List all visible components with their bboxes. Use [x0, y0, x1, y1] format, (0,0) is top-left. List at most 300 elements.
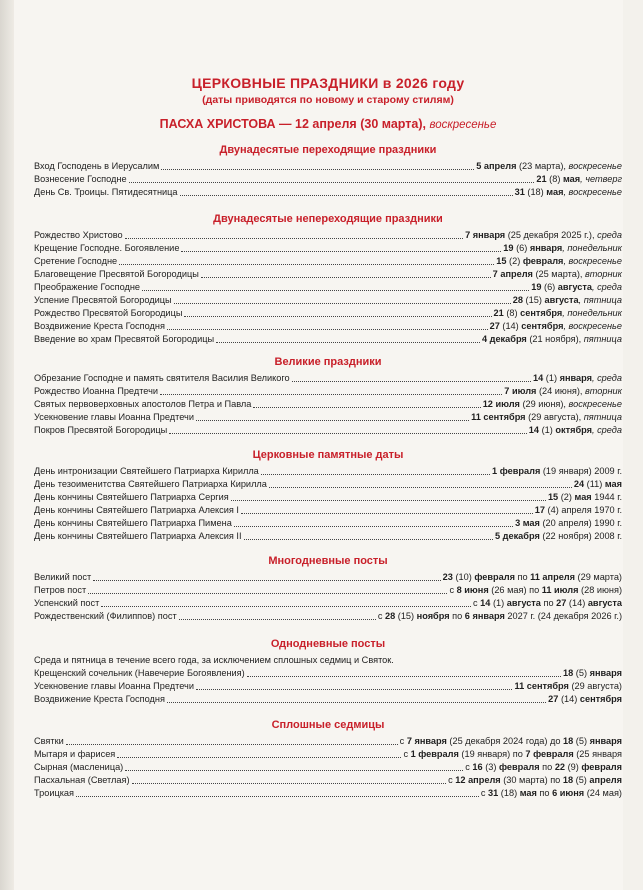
- section: [34, 143, 622, 199]
- entry-name: Успение Пресвятой Богородицы: [34, 295, 172, 305]
- date-part-post: (10): [452, 572, 475, 582]
- entry-row: [34, 787, 622, 800]
- date-part-bold: 8 июня: [456, 585, 489, 595]
- entry-date: [482, 333, 622, 346]
- dot-leader: [231, 500, 546, 501]
- date-part-post3: (29 марта): [575, 572, 622, 582]
- entry-row: [34, 748, 622, 761]
- entry-row: [34, 571, 622, 584]
- entry-row: [34, 294, 622, 307]
- entry-date: [473, 597, 622, 610]
- date-part-post2: по: [539, 762, 555, 772]
- entry-name: День кончины Святейшего Патриарха Пимена: [34, 518, 232, 528]
- date-part-post: (29 августа),: [525, 412, 584, 422]
- date-part-post: (8): [546, 174, 563, 184]
- section-title: Многодневные посты: [268, 555, 388, 567]
- entry-row: [34, 680, 622, 693]
- date-part-bold: 15: [547, 492, 559, 502]
- date-part-post: (4) апреля 1970 г.: [545, 505, 622, 515]
- entry-date: [481, 787, 622, 800]
- date-part-pre: с: [480, 788, 489, 798]
- section-title: Однодневные посты: [270, 638, 386, 650]
- entry-name: День интронизации Святейшего Патриарха Кирилла: [34, 466, 259, 476]
- date-part-bold3: 22: [554, 762, 566, 772]
- date-part-ital: среда: [597, 230, 622, 240]
- entry-name: День кончины Святейшего Патриарха Алексия I: [34, 505, 239, 515]
- date-part-post2: (28 июня): [578, 585, 622, 595]
- entry-row: [34, 774, 622, 787]
- date-part-bold2: февраля: [474, 572, 515, 582]
- page-subtitle: (даты приводятся по новому и старому стилям): [202, 94, 454, 106]
- dot-leader: [167, 702, 546, 703]
- date-part-post2: по: [449, 611, 465, 621]
- date-part-post: (1): [490, 598, 507, 608]
- dot-leader: [244, 539, 493, 540]
- entry-row: [34, 504, 622, 517]
- entry-date: [494, 307, 622, 320]
- dot-leader: [142, 290, 529, 291]
- date-part-ital: , воскресенье: [563, 256, 622, 266]
- section: [34, 355, 622, 437]
- entry-row: [34, 333, 622, 346]
- dot-leader: [292, 381, 531, 382]
- entry-date: [515, 517, 622, 530]
- entry-date: [465, 761, 622, 774]
- date-part-pre: с: [473, 598, 481, 608]
- page-fold-shadow: [0, 0, 14, 890]
- dot-leader: [247, 676, 561, 677]
- date-part-post: (14): [558, 694, 580, 704]
- entry-name: Крещенский сочельник (Навечерие Богоявления): [34, 668, 245, 678]
- date-part-post: (6): [513, 243, 530, 253]
- date-part-ital: пятница: [583, 412, 622, 422]
- date-part-bold: 19: [503, 243, 514, 253]
- dot-leader: [174, 303, 511, 304]
- date-part-bold2: января: [529, 243, 563, 253]
- date-part-post2: (25 января: [573, 749, 622, 759]
- entry-name: Вход Господень в Иерусалим: [34, 161, 160, 171]
- date-part-post2: по: [540, 598, 557, 608]
- entry-date: [443, 571, 622, 584]
- date-part-bold2: января: [589, 668, 622, 678]
- page-title: ЦЕРКОВНЫЕ ПРАЗДНИКИ в 2026 году: [191, 75, 465, 91]
- date-part-bold: 17: [534, 505, 545, 515]
- date-part-bold2: сентября: [521, 321, 564, 331]
- date-part-post3: (24 мая): [584, 788, 622, 798]
- date-part-bold2: 7 февраля: [525, 749, 574, 759]
- entry-date: [492, 465, 622, 478]
- section: [34, 718, 622, 800]
- entry-row: [34, 584, 622, 597]
- dot-leader: [88, 593, 447, 594]
- date-part-bold: 28: [384, 611, 396, 621]
- entry-date: [513, 294, 622, 307]
- date-part-post3: (14): [566, 598, 588, 608]
- entry-name: Благовещение Пресвятой Богородицы: [34, 269, 199, 279]
- entry-row: [34, 398, 622, 411]
- entry-name: Усекновение главы Иоанна Предтечи: [34, 412, 194, 422]
- section-title: Двунадесятые переходящие праздники: [219, 144, 437, 156]
- date-part-bold2: февраля: [499, 762, 540, 772]
- date-part-pre: с: [399, 736, 407, 746]
- date-part-bold2: мая: [562, 174, 581, 184]
- date-part-ital: воскресенье: [568, 161, 622, 171]
- date-part-bold: 21: [493, 308, 504, 318]
- entry-name: Сретение Господне: [34, 256, 118, 266]
- date-part-bold: 11 сентября: [471, 412, 526, 422]
- entry-name: Пасхальная (Светлая): [34, 775, 130, 785]
- date-part-ital: , среда: [591, 373, 622, 383]
- entry-row: [34, 693, 622, 706]
- entry-row: [34, 242, 622, 255]
- entry-date: [533, 372, 622, 385]
- entry-date: [504, 385, 622, 398]
- section: [34, 637, 622, 706]
- date-part-bold2: 18: [563, 736, 574, 746]
- date-part-ital: , пятница: [578, 295, 622, 305]
- date-part-bold3: 27: [556, 598, 567, 608]
- date-part-ital: , среда: [591, 282, 622, 292]
- date-part-bold2: августа: [557, 282, 592, 292]
- date-part-ital: вторник: [585, 269, 622, 279]
- entry-date: [536, 173, 622, 186]
- date-part-post: (11): [584, 479, 605, 489]
- date-part-bold2: мая: [519, 788, 537, 798]
- date-part-post: (25 декабря 2025 г.),: [505, 230, 598, 240]
- date-part-post: (2): [558, 492, 575, 502]
- entry-name: Святки: [34, 736, 64, 746]
- date-part-post: (29 августа): [568, 681, 622, 691]
- entry-date: [471, 411, 622, 424]
- entry-date: [529, 424, 622, 437]
- entry-date: [483, 398, 622, 411]
- dot-leader: [125, 770, 463, 771]
- date-part-bold: 27: [548, 694, 559, 704]
- date-part-bold: 1 февраля: [410, 749, 459, 759]
- entry-date: [449, 584, 622, 597]
- dot-leader: [180, 195, 513, 196]
- dot-leader: [196, 689, 513, 690]
- date-part-post2: (5): [573, 775, 590, 785]
- date-part-bold4: февраля: [581, 762, 622, 772]
- dot-leader: [167, 329, 488, 330]
- date-part-post2: по: [514, 572, 531, 582]
- date-part-post: (1): [543, 373, 560, 383]
- date-part-bold2: мая: [546, 187, 564, 197]
- entry-row: [34, 610, 622, 623]
- date-part-bold2: мая: [574, 492, 592, 502]
- date-part-bold: 7 апреля: [492, 269, 533, 279]
- date-part-bold2: января: [559, 373, 592, 383]
- date-part-ital: , среда: [591, 425, 622, 435]
- entry-name: Усекновение главы Иоанна Предтечи: [34, 681, 194, 691]
- entry-date: [465, 229, 622, 242]
- date-part-bold: 28: [512, 295, 523, 305]
- entry-date: [574, 478, 622, 491]
- date-part-bold2: августа: [544, 295, 579, 305]
- date-part-bold2: сентября: [520, 308, 563, 318]
- date-part-post3: (9): [565, 762, 582, 772]
- date-part-post: (3): [482, 762, 499, 772]
- date-part-post: (30 марта) по: [500, 775, 563, 785]
- entry-row: [34, 530, 622, 543]
- dot-leader: [253, 407, 480, 408]
- entry-row: [34, 320, 622, 333]
- entry-name: Рождество Христово: [34, 230, 123, 240]
- dot-leader: [76, 796, 479, 797]
- date-part-bold2: октября: [555, 425, 592, 435]
- entry-row: [34, 491, 622, 504]
- date-part-bold: 15: [496, 256, 507, 266]
- entry-date: [515, 186, 622, 199]
- easter-line: [34, 116, 622, 133]
- date-part-bold3: 11 апреля: [530, 572, 575, 582]
- date-part-post2: 1944 г.: [591, 492, 622, 502]
- date-part-bold: 4 декабря: [481, 334, 527, 344]
- date-part-post: (6): [541, 282, 558, 292]
- date-part-post: (2): [506, 256, 523, 266]
- date-part-pre: с: [465, 762, 473, 772]
- dot-leader: [93, 580, 441, 581]
- date-part-bold: 14: [533, 373, 544, 383]
- entry-name: Вознесение Господне: [34, 174, 127, 184]
- dot-leader: [119, 264, 494, 265]
- date-part-bold: 18: [563, 668, 574, 678]
- entry-name: Мытаря и фарисея: [34, 749, 116, 759]
- entry-name: Сырная (масленица): [34, 762, 124, 772]
- date-part-bold: 23: [442, 572, 453, 582]
- entry-date: [476, 160, 622, 173]
- date-part-bold: 24: [573, 479, 585, 489]
- date-part-bold: 31: [488, 788, 499, 798]
- entry-name: Троицкая: [34, 788, 75, 798]
- dot-leader: [184, 316, 491, 317]
- entry-name: Петров пост: [34, 585, 87, 595]
- dot-leader: [179, 619, 376, 620]
- entry-row: [34, 281, 622, 294]
- entry-name: Введение во храм Пресвятой Богородицы: [34, 334, 215, 344]
- date-part-bold: 12 апреля: [455, 775, 501, 785]
- date-part-bold: 1 февраля: [492, 466, 541, 476]
- entry-name: Святых первоверховных апостолов Петра и Павла: [34, 399, 252, 409]
- date-part-post: (18): [524, 187, 547, 197]
- date-part-bold2: 11 июля: [541, 585, 579, 595]
- entry-name: Рождество Иоанна Предтечи: [34, 386, 159, 396]
- entry-row: [34, 411, 622, 424]
- date-part-bold: 27: [489, 321, 500, 331]
- entry-name: Воздвижение Креста Господня: [34, 321, 165, 331]
- date-part-bold4: августа: [587, 598, 622, 608]
- entry-row: [34, 465, 622, 478]
- date-part-post: (5): [573, 668, 590, 678]
- date-part-bold: 19: [531, 282, 542, 292]
- entry-row: [34, 160, 622, 173]
- date-part-bold3: 6 января: [464, 611, 505, 621]
- date-part-bold: 16: [472, 762, 483, 772]
- date-part-post: (29 июня),: [519, 399, 569, 409]
- date-part-bold2: мая: [604, 479, 622, 489]
- date-part-post: (19 января) по: [458, 749, 526, 759]
- entry-name: День Св. Троицы. Пятидесятница: [34, 187, 178, 197]
- entry-date: [514, 680, 622, 693]
- date-part-ital: воскресенье: [568, 399, 622, 409]
- entry-date: [548, 491, 622, 504]
- date-part-ital: , понедельник: [562, 243, 622, 253]
- date-part-bold: 3 мая: [515, 518, 540, 528]
- date-part-bold: 14: [480, 598, 491, 608]
- entry-name: Воздвижение Креста Господня: [34, 694, 165, 704]
- section-title: Церковные памятные даты: [252, 449, 404, 461]
- entry-date: [531, 281, 622, 294]
- date-part-post: (14): [499, 321, 522, 331]
- date-part-bold: 7 января: [406, 736, 447, 746]
- entry-row: [34, 424, 622, 437]
- easter-day: воскресенье: [429, 119, 497, 131]
- date-part-ital: вторник: [585, 386, 622, 396]
- date-part-post2: по: [536, 788, 553, 798]
- entry-date: [493, 268, 622, 281]
- dot-leader: [117, 757, 401, 758]
- section-title: Великие праздники: [274, 356, 382, 368]
- date-part-post: (24 июня),: [536, 386, 586, 396]
- dot-leader: [169, 433, 527, 434]
- entry-row: [34, 385, 622, 398]
- section: [34, 212, 622, 346]
- entry-row: [34, 517, 622, 530]
- entry-name: Преображение Господне: [34, 282, 141, 292]
- date-part-bold: 7 июля: [504, 386, 537, 396]
- entry-name: День тезоименитства Святейшего Патриарха Кирилла: [34, 479, 267, 489]
- entry-date: [495, 530, 622, 543]
- entry-date: [548, 693, 622, 706]
- dot-leader: [132, 783, 447, 784]
- date-part-ital: , понедельник: [562, 308, 622, 318]
- dot-leader: [125, 238, 463, 239]
- date-part-post: (15): [395, 611, 417, 621]
- entry-row: [34, 372, 622, 385]
- section-title: Двунадесятые непереходящие праздники: [213, 213, 443, 225]
- section: [34, 554, 622, 623]
- entry-row: [34, 478, 622, 491]
- entry-date: [378, 610, 622, 623]
- date-part-bold3: апреля: [589, 775, 622, 785]
- date-part-bold3: января: [589, 736, 622, 746]
- date-part-bold2: февраля: [522, 256, 564, 266]
- entry-name: Покров Пресвятой Богородицы: [34, 425, 168, 435]
- entry-row: [34, 667, 622, 680]
- date-part-post: (23 марта),: [516, 161, 569, 171]
- date-part-post: (8): [503, 308, 521, 318]
- date-part-post: (21 ноября),: [526, 334, 584, 344]
- date-part-pre: с: [377, 611, 385, 621]
- date-part-pre: с: [448, 775, 456, 785]
- entry-date: [490, 320, 622, 333]
- dot-leader: [161, 169, 474, 170]
- date-part-post: (20 апреля) 1990 г.: [539, 518, 622, 528]
- dot-leader: [160, 394, 502, 395]
- dot-leader: [66, 744, 398, 745]
- date-part-bold: 21: [536, 174, 547, 184]
- date-part-bold: 31: [514, 187, 525, 197]
- entry-name: День кончины Святейшего Патриарха Алексия II: [34, 531, 242, 541]
- entry-name: Великий пост: [34, 572, 92, 582]
- dot-leader: [201, 277, 491, 278]
- section-title: Сплошные седмицы: [271, 719, 385, 731]
- entry-row: [34, 735, 622, 748]
- entry-name: Крещение Господне. Богоявление: [34, 243, 180, 253]
- dot-leader: [181, 251, 501, 252]
- dot-leader: [101, 606, 471, 607]
- easter-label: ПАСХА ХРИСТОВА — 12 апреля (30 марта),: [159, 117, 426, 131]
- date-part-post3: 2027 г. (24 декабря 2026 г.): [504, 611, 622, 621]
- entry-date: [503, 242, 622, 255]
- date-part-bold2: августа: [506, 598, 541, 608]
- date-part-bold: 5 декабря: [494, 531, 540, 541]
- sections-container: [34, 143, 622, 800]
- date-part-post: (18): [498, 788, 520, 798]
- entry-date: [563, 667, 622, 680]
- dot-leader: [241, 513, 533, 514]
- date-part-bold2: ноября: [416, 611, 450, 621]
- dot-leader: [261, 474, 490, 475]
- entry-date: [403, 748, 622, 761]
- date-part-ital: , воскресенье: [563, 321, 622, 331]
- section: [34, 448, 622, 543]
- entry-date: [400, 735, 622, 748]
- date-part-bold: 7 января: [465, 230, 506, 240]
- dot-leader: [196, 420, 469, 421]
- date-part-bold2: сентября: [579, 694, 622, 704]
- entry-row: [34, 186, 622, 199]
- entry-row: [34, 761, 622, 774]
- date-part-ital: пятница: [583, 334, 622, 344]
- document-page: [14, 0, 623, 890]
- entry-name: Успенский пост: [34, 598, 100, 608]
- entry-date: [448, 774, 622, 787]
- date-part-ital: , четверг: [580, 174, 622, 184]
- date-part-bold3: 6 июня: [552, 788, 585, 798]
- date-part-pre: с: [403, 749, 411, 759]
- dot-leader: [216, 342, 480, 343]
- entry-date: [496, 255, 622, 268]
- entry-name: Обрезание Господне и память святителя Василия Великого: [34, 373, 290, 383]
- dot-leader: [129, 182, 535, 183]
- date-part-bold: 5 апреля: [476, 161, 517, 171]
- date-part-pre: с: [449, 585, 457, 595]
- document-content: [34, 74, 622, 800]
- dot-leader: [269, 487, 572, 488]
- entry-name: Рождество Пресвятой Богородицы: [34, 308, 183, 318]
- entry-row: [34, 229, 622, 242]
- date-part-post: (15): [523, 295, 545, 305]
- date-part-post2: (5): [573, 736, 590, 746]
- entry-row: [34, 173, 622, 186]
- date-part-post: (26 мая) по: [488, 585, 542, 595]
- date-part-post: (25 марта),: [532, 269, 586, 279]
- date-part-post: (1): [539, 425, 556, 435]
- date-part-post: (22 ноября) 2008 г.: [539, 531, 622, 541]
- entry-row: [34, 307, 622, 320]
- entry-row: [34, 255, 622, 268]
- entry-name: День кончины Святейшего Патриарха Сергия: [34, 492, 229, 502]
- entry-date: [535, 504, 622, 517]
- date-part-bold: 11 сентября: [514, 681, 569, 691]
- date-part-post: (19 января) 2009 г.: [540, 466, 622, 476]
- date-part-post: (25 декабря 2024 года) до: [446, 736, 564, 746]
- date-part-bold: 12 июля: [482, 399, 520, 409]
- entry-row: [34, 597, 622, 610]
- entry-row: [34, 268, 622, 281]
